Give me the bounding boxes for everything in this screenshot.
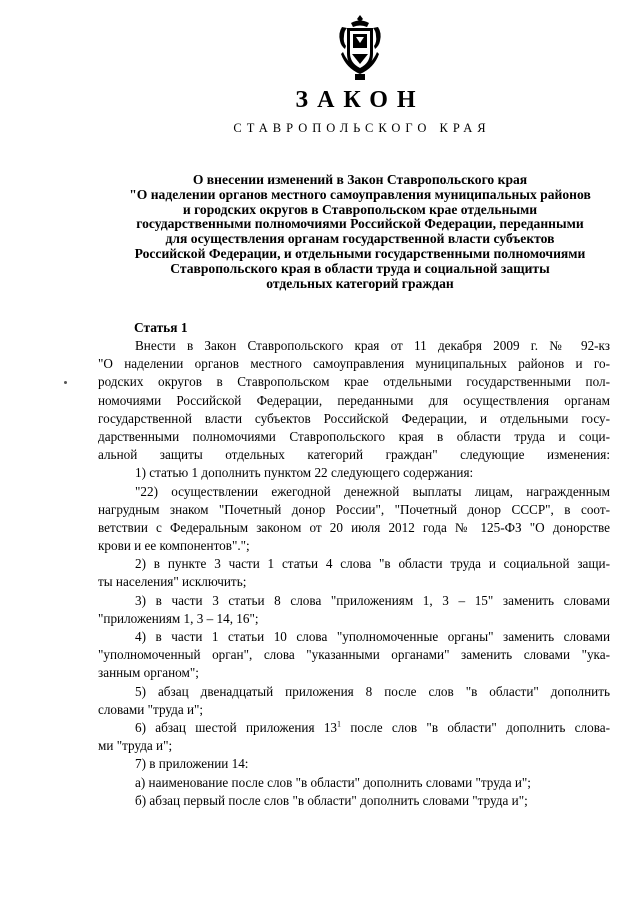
margin-mark xyxy=(64,381,67,384)
body-line: крови и ее компонентов"."; xyxy=(98,538,250,554)
superscript-index: 1 xyxy=(337,719,342,729)
article-label: Статья 1 xyxy=(134,320,188,335)
heading-line: Российской Федерации, и отдельными государственными полномочиями xyxy=(134,245,586,261)
body-line: нагрудным знаком "Почетный донор России", "Почетный донор СССР", в соот- xyxy=(98,501,610,517)
body-line: 2) в пункте 3 части 1 статьи 4 слова "в области труда и социальной защи- xyxy=(135,556,610,572)
heading-line: для осуществления органам государственной власти субъектов xyxy=(165,231,555,247)
body-line: б) абзац первый после слов "в области" дополнить словами "труда и"; xyxy=(135,792,528,808)
body-line-part: после слов "в области" дополнить слова- xyxy=(341,719,610,735)
body-line: занным органом"; xyxy=(98,665,199,681)
body-line-part: 6) абзац шестой приложения 13 xyxy=(135,719,338,735)
heading-line: "О наделении органов местного самоуправления муниципальных районов xyxy=(129,186,591,202)
body-line: 5) абзац двенадцатый приложения 8 после слов "в области" дополнить xyxy=(135,683,610,699)
body-line: "О наделении органов местного самоуправления муниципальных районов и го- xyxy=(98,356,610,372)
body-line: ты населения" исключить; xyxy=(98,574,247,590)
body-line: дарственными полномочиями Ставропольского края в области труда и соци- xyxy=(98,428,610,444)
body-line: ветствии с Федеральным законом от 20 июля 2012 года № 125-ФЗ "О донорстве xyxy=(98,519,610,535)
heading-line: отдельных категорий граждан xyxy=(266,275,454,291)
body-line: ми "труда и"; xyxy=(98,738,173,754)
body-line: словами "труда и"; xyxy=(98,701,204,717)
coat-of-arms-icon xyxy=(337,14,383,82)
body-line: родских округов в Ставропольском крае отдельными государственными пол- xyxy=(98,374,610,390)
body-line: 4) в части 1 статьи 10 слова "уполномоченные органы" заменить словами xyxy=(135,629,610,644)
body-line: 1) статью 1 дополнить пунктом 22 следующего содержания: xyxy=(135,465,474,481)
article-body xyxy=(98,337,610,810)
heading-line: Ставропольского края в области труда и социальной защиты xyxy=(170,260,550,276)
body-line: 7) в приложении 14: xyxy=(135,756,249,772)
body-line: номочиями Российской Федерации, переданными для осуществления органам xyxy=(98,392,610,408)
body-line: 3) в части 3 статьи 8 слова "приложениям 1, 3 – 15" заменить словами xyxy=(135,592,610,608)
body-line: государственной власти субъектов Российской Федерации, и отдельными госу- xyxy=(98,410,610,426)
body-line: "уполномоченный орган", слова "указанными органами" заменить словами "ука- xyxy=(98,647,610,663)
region-subtitle: СТАВРОПОЛЬСКОГО КРАЯ xyxy=(233,121,491,135)
body-line: Внести в Закон Ставропольского края от 11 декабря 2009 г. № 92-кз xyxy=(135,338,610,353)
heading-line: О внесении изменений в Закон Ставропольского края xyxy=(192,172,528,187)
body-line: альной защиты отдельных категорий граждан" следующие изменения: xyxy=(98,447,610,463)
law-heading xyxy=(100,173,620,291)
body-line: "приложениям 1, 3 – 14, 16"; xyxy=(98,610,259,626)
heading-line: государственными полномочиями Российской Федерации, переданными xyxy=(136,216,584,232)
body-line xyxy=(98,719,610,737)
law-title: ЗАКОН xyxy=(295,87,425,113)
body-line: "22) осуществлении ежегодной денежной выплаты лицам, награжденным xyxy=(135,483,610,499)
heading-line: и городских округов в Ставропольском крае отдельными xyxy=(182,201,538,217)
body-line: а) наименование после слов "в области" дополнить словами "труда и"; xyxy=(135,774,531,790)
